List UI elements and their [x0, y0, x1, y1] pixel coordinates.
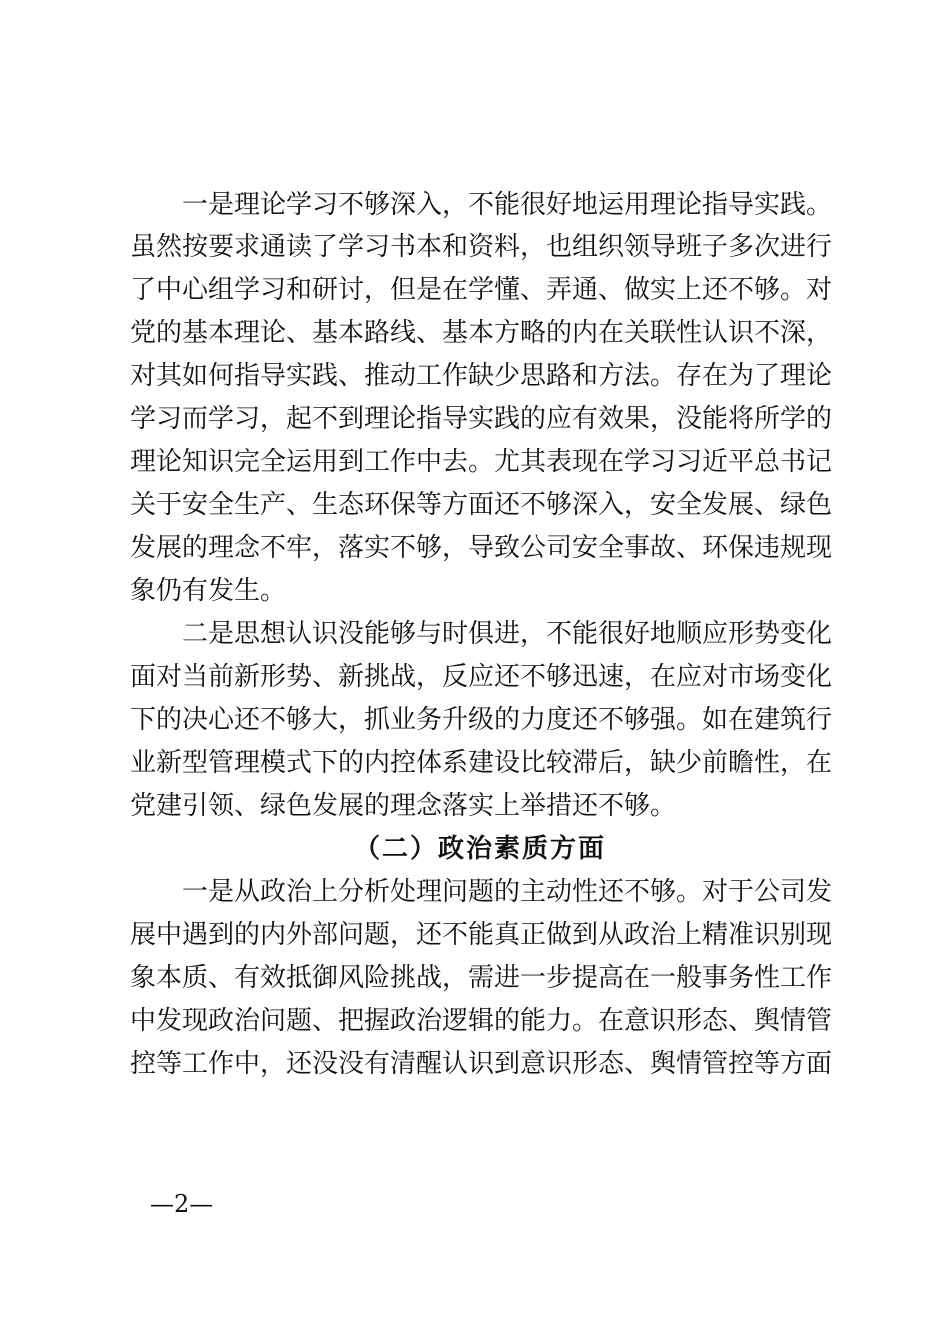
text-line: 二是思想认识没能够与时俱进，不能很好地顺应形势变化	[182, 619, 833, 649]
text-line: 对其如何指导实践、推动工作缺少思路和方法。存在为了理论	[130, 361, 833, 391]
text-line: 象本质、有效抵御风险挑战，需进一步提高在一般事务性工作	[130, 963, 833, 993]
text-line: 控等工作中，还没没有清醒认识到意识形态、舆情管控等方面	[130, 1049, 833, 1079]
text-line: 党的基本理论、基本路线、基本方略的内在关联性认识不深，	[130, 318, 833, 348]
text-line: 了中心组学习和研讨，但是在学懂、弄通、做实上还不够。对	[130, 275, 833, 305]
text-line: 党建引领、绿色发展的理念落实上举措还不够。	[130, 791, 677, 821]
text-line: 一是理论学习不够深入，不能很好地运用理论指导实践。	[182, 190, 833, 220]
section-heading: （二）政治素质方面	[353, 834, 606, 864]
text-line: 发展的理念不牢，落实不够，导致公司安全事故、环保违规现	[130, 533, 833, 563]
text-line: 一是从政治上分析处理问题的主动性还不够。对于公司发	[182, 877, 833, 907]
text-line: 中发现政治问题、把握政治逻辑的能力。在意识形态、舆情管	[130, 1006, 833, 1036]
text-line: 学习而学习，起不到理论指导实践的应有效果，没能将所学的	[130, 404, 833, 434]
text-line: 下的决心还不够大，抓业务升级的力度还不够强。如在建筑行	[130, 705, 833, 735]
text-line: 业新型管理模式下的内控体系建设比较滞后，缺少前瞻性，在	[130, 748, 833, 778]
text-line: 面对当前新形势、新挑战，反应还不够迅速，在应对市场变化	[130, 662, 833, 692]
text-line: 象仍有发生。	[130, 576, 287, 606]
page-number: —2—	[150, 1190, 214, 1218]
text-line: 关于安全生产、生态环保等方面还不够深入，安全发展、绿色	[130, 490, 833, 520]
text-line: 虽然按要求通读了学习书本和资料，也组织领导班子多次进行	[130, 232, 833, 262]
text-line: 理论知识完全运用到工作中去。尤其表现在学习习近平总书记	[130, 447, 833, 477]
text-line: 展中遇到的内外部问题，还不能真正做到从政治上精准识别现	[130, 920, 833, 950]
